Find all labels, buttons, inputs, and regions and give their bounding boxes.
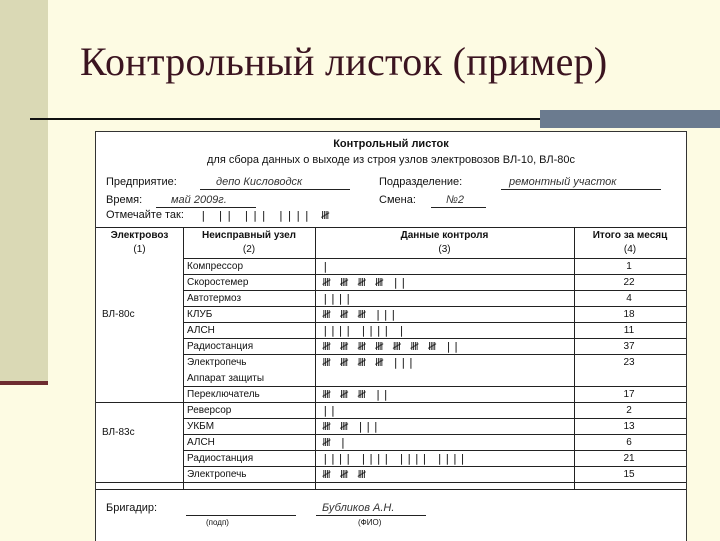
- shift-value: №2: [446, 194, 465, 206]
- row-tally: 𝍸 |: [322, 436, 348, 449]
- row-total: 22: [623, 277, 635, 288]
- shift-label: Смена:: [379, 194, 416, 206]
- name-caption: (ФИО): [358, 518, 382, 527]
- row-total: 6: [626, 437, 632, 448]
- signature-caption: (подп): [206, 518, 229, 527]
- row-tally: 𝍸 𝍸 𝍸 𝍸 𝍸 𝍸 𝍸 ||: [322, 340, 461, 353]
- slide-title: Контрольный листок (пример): [80, 39, 608, 84]
- row-total: 4: [626, 293, 632, 304]
- enterprise-value: депо Кисловодск: [216, 176, 303, 188]
- check-sheet-document: [95, 131, 687, 541]
- mark-label: Отмечайте так:: [106, 209, 184, 221]
- row-total: 18: [623, 309, 635, 320]
- row-node: Реверсор: [187, 405, 232, 416]
- sheet-header: Контрольный листок: [333, 138, 449, 150]
- row-tally: 𝍸 𝍸 |||: [322, 420, 381, 433]
- row-node: Автотермоз: [187, 293, 242, 304]
- row-node: УКБМ: [187, 421, 215, 432]
- row-node-secondary: Аппарат защиты: [187, 373, 265, 384]
- col-title-loco: Электровоз: [110, 230, 169, 241]
- group-loco-vl80s: ВЛ-80с: [102, 309, 135, 320]
- row-tally: 𝍸 𝍸 𝍸 𝍸 |||: [322, 356, 416, 369]
- row-tally: ||||: [322, 292, 353, 305]
- sheet-subheader: для сбора данных о выходе из строя узлов электровозов ВЛ-10, ВЛ-80с: [206, 154, 576, 166]
- row-total: 17: [623, 389, 635, 400]
- row-tally: ||: [322, 404, 338, 417]
- row-node: Радиостанция: [187, 453, 254, 464]
- row-total: 13: [623, 421, 635, 432]
- col-title-data: Данные контроля: [400, 230, 489, 241]
- mark-example: | || ||| |||| 𝍸: [200, 209, 332, 222]
- col-title-total: Итого за месяц: [592, 230, 668, 241]
- row-total: 1: [626, 261, 632, 272]
- subdivision-label: Подразделение:: [379, 176, 463, 188]
- enterprise-label: Предприятие:: [106, 176, 177, 188]
- row-total: 2: [626, 405, 632, 416]
- row-total: 15: [623, 469, 635, 480]
- row-node: АЛСН: [187, 325, 215, 336]
- row-tally: |||| |||| |: [322, 324, 406, 337]
- row-tally: |: [322, 260, 330, 273]
- left-decor-line: [0, 381, 48, 385]
- row-node: АЛСН: [187, 437, 215, 448]
- left-decor-bar: [0, 0, 48, 385]
- row-tally: 𝍸 𝍸 𝍸 𝍸 ||: [322, 276, 408, 289]
- subdivision-value: ремонтный участок: [509, 176, 617, 188]
- brigadier-name: Бубликов А.Н.: [322, 502, 395, 514]
- row-node: КЛУБ: [187, 309, 213, 320]
- title-rule-accent: [540, 110, 720, 128]
- title-rule: [30, 118, 550, 120]
- row-node: Скоростемер: [187, 277, 249, 288]
- col-num-loco: (1): [133, 244, 146, 255]
- time-value: май 2009г.: [171, 194, 227, 206]
- group-loco-vl83s: ВЛ-83с: [102, 427, 135, 438]
- row-total: 23: [623, 357, 635, 368]
- row-total: 37: [623, 341, 635, 352]
- col-title-node: Неисправный узел: [201, 230, 297, 241]
- col-num-total: (4): [623, 244, 637, 255]
- row-total: 21: [623, 453, 635, 464]
- row-node: Радиостанция: [187, 341, 254, 352]
- col-num-node: (2): [242, 244, 256, 255]
- col-num-data: (3): [438, 244, 451, 255]
- row-node: Переключатель: [187, 389, 260, 400]
- row-total: 11: [623, 325, 635, 336]
- brigadier-label: Бригадир:: [106, 502, 158, 514]
- row-tally: 𝍸 𝍸 𝍸: [322, 468, 368, 481]
- row-node: Компрессор: [187, 261, 244, 272]
- row-tally: 𝍸 𝍸 𝍸 ||: [322, 388, 391, 401]
- row-node: Электропечь: [187, 357, 247, 368]
- row-tally: 𝍸 𝍸 𝍸 |||: [322, 308, 398, 321]
- row-tally: |||| |||| |||| ||||: [322, 452, 467, 465]
- row-node: Электропечь: [187, 469, 247, 480]
- time-label: Время:: [106, 194, 143, 206]
